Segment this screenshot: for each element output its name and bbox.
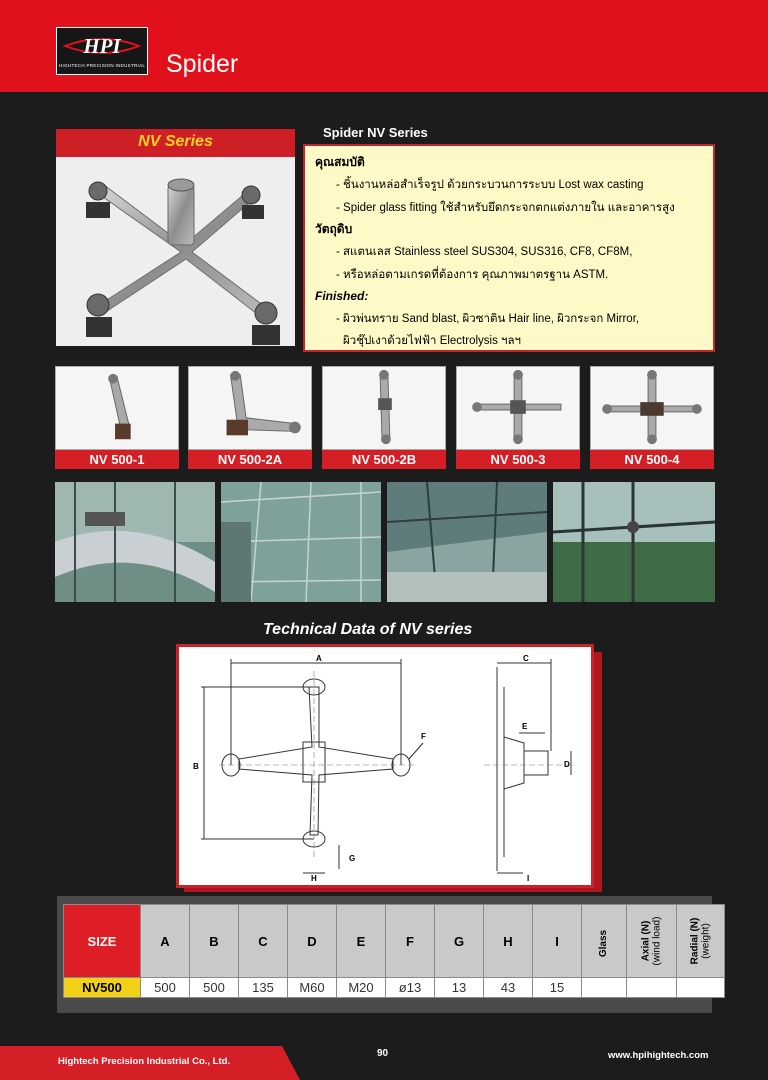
variant-image-nv500-2a [188,366,312,450]
table-header-g: G [435,905,484,978]
dim-label-f: F [421,732,426,741]
table-cell-radial [676,978,724,998]
table-cell-c: 135 [239,978,288,998]
table-cell-b: 500 [190,978,239,998]
page-number: 90 [377,1048,389,1059]
table-header-h: H [484,905,533,978]
technical-drawing [179,647,591,885]
table-header-glass [582,905,627,978]
hpi-logo-mark [61,34,143,58]
spec-line: - Spider glass fitting ใช้สำหรับยึดกระจกตกแต่งภายใน และอาคารสูง [336,202,675,214]
logo-subtext: HIGHTECH PRECISION INDUSTRIAL [59,63,146,68]
table-row [64,978,725,998]
table-cell-i: 15 [533,978,582,998]
table-cell-g: 13 [435,978,484,998]
spec-line: ผิวชุ๊ปเงาด้วยไฟฟ้า Electrolysis ฯลฯ [343,335,521,347]
spec-line: - ชิ้นงานหล่อสำเร็จรูป ด้วยกระบวนการระบบ Lost wax casting [336,179,644,191]
table-header-row [64,905,725,978]
table-header-radial [676,905,724,978]
variant-image-nv500-3 [456,366,580,450]
spec-heading-properties: คุณสมบัติ [315,155,365,169]
tech-title: Technical Data of NV series [263,621,473,638]
table-header-d: D [288,905,337,978]
installation-photo-1 [55,482,215,602]
spec-box [303,144,715,352]
table-cell-axial [627,978,677,998]
variant-image-nv500-4 [590,366,714,450]
variant-label: NV 500-3 [456,450,580,469]
table-cell-a: 500 [141,978,190,998]
spec-table [63,904,725,998]
footer-company: Hightech Precision Industrial Co., Ltd. [58,1056,231,1067]
svg-text:HPI: HPI [83,34,121,58]
dim-label-c: C [523,654,529,663]
table-cell-e: M20 [337,978,386,998]
dim-label-e: E [522,722,528,731]
table-header-axial-label: Axial (N) (wind load) [640,916,663,966]
spider-fitting-photo [56,157,295,346]
spec-line: - ผิวพ่นทราย Sand blast, ผิวซาติน Hair line, ผิวกระจก Mirror, [336,313,640,325]
table-cell-d: M60 [288,978,337,998]
spec-heading-material: วัตถุดิบ [315,222,353,236]
spec-heading-finished: Finished: [315,289,369,303]
variant-label: NV 500-2A [188,450,312,469]
table-header-i: I [533,905,582,978]
installation-photo-3 [387,482,547,602]
hero-title: NV Series [138,133,213,150]
spec-title: Spider NV Series [323,125,428,140]
table-header-radial-label: Radial (N) (weight) [689,917,712,965]
dim-label-d: D [564,760,570,769]
installation-photo-4 [553,482,715,602]
dim-label-b: B [193,762,199,771]
variant-label: NV 500-2B [322,450,446,469]
hpi-logo [56,27,148,75]
dim-label-a: A [316,654,322,663]
table-cell-glass [582,978,627,998]
table-header-c: C [239,905,288,978]
table-cell-f: ø13 [386,978,435,998]
table-header-e: E [337,905,386,978]
table-cell-h: 43 [484,978,533,998]
table-header-b: B [190,905,239,978]
table-header-f: F [386,905,435,978]
variant-label: NV 500-4 [590,450,714,469]
installation-photo-2 [221,482,381,602]
dim-label-g: G [349,854,356,863]
dim-label-i: I [527,874,530,883]
spec-line: - สแตนเลส Stainless steel SUS304, SUS316, CF8, CF8M, [336,246,633,258]
table-header-size: SIZE [64,905,141,978]
table-header-glass-label: Glass [598,929,610,957]
footer-website[interactable]: www.hpihightech.com [608,1050,709,1061]
page-title: Spider [166,50,239,78]
table-header-a: A [141,905,190,978]
spec-line: - หรือหล่อตามเกรดที่ต้องการ คุณภาพมาตรฐาน ASTM. [336,269,609,281]
variant-image-nv500-1 [55,366,179,450]
dim-label-h: H [311,874,317,883]
table-cell-size: NV500 [64,978,141,998]
variant-image-nv500-2b [322,366,446,450]
variant-label: NV 500-1 [55,450,179,469]
table-header-axial [627,905,677,978]
